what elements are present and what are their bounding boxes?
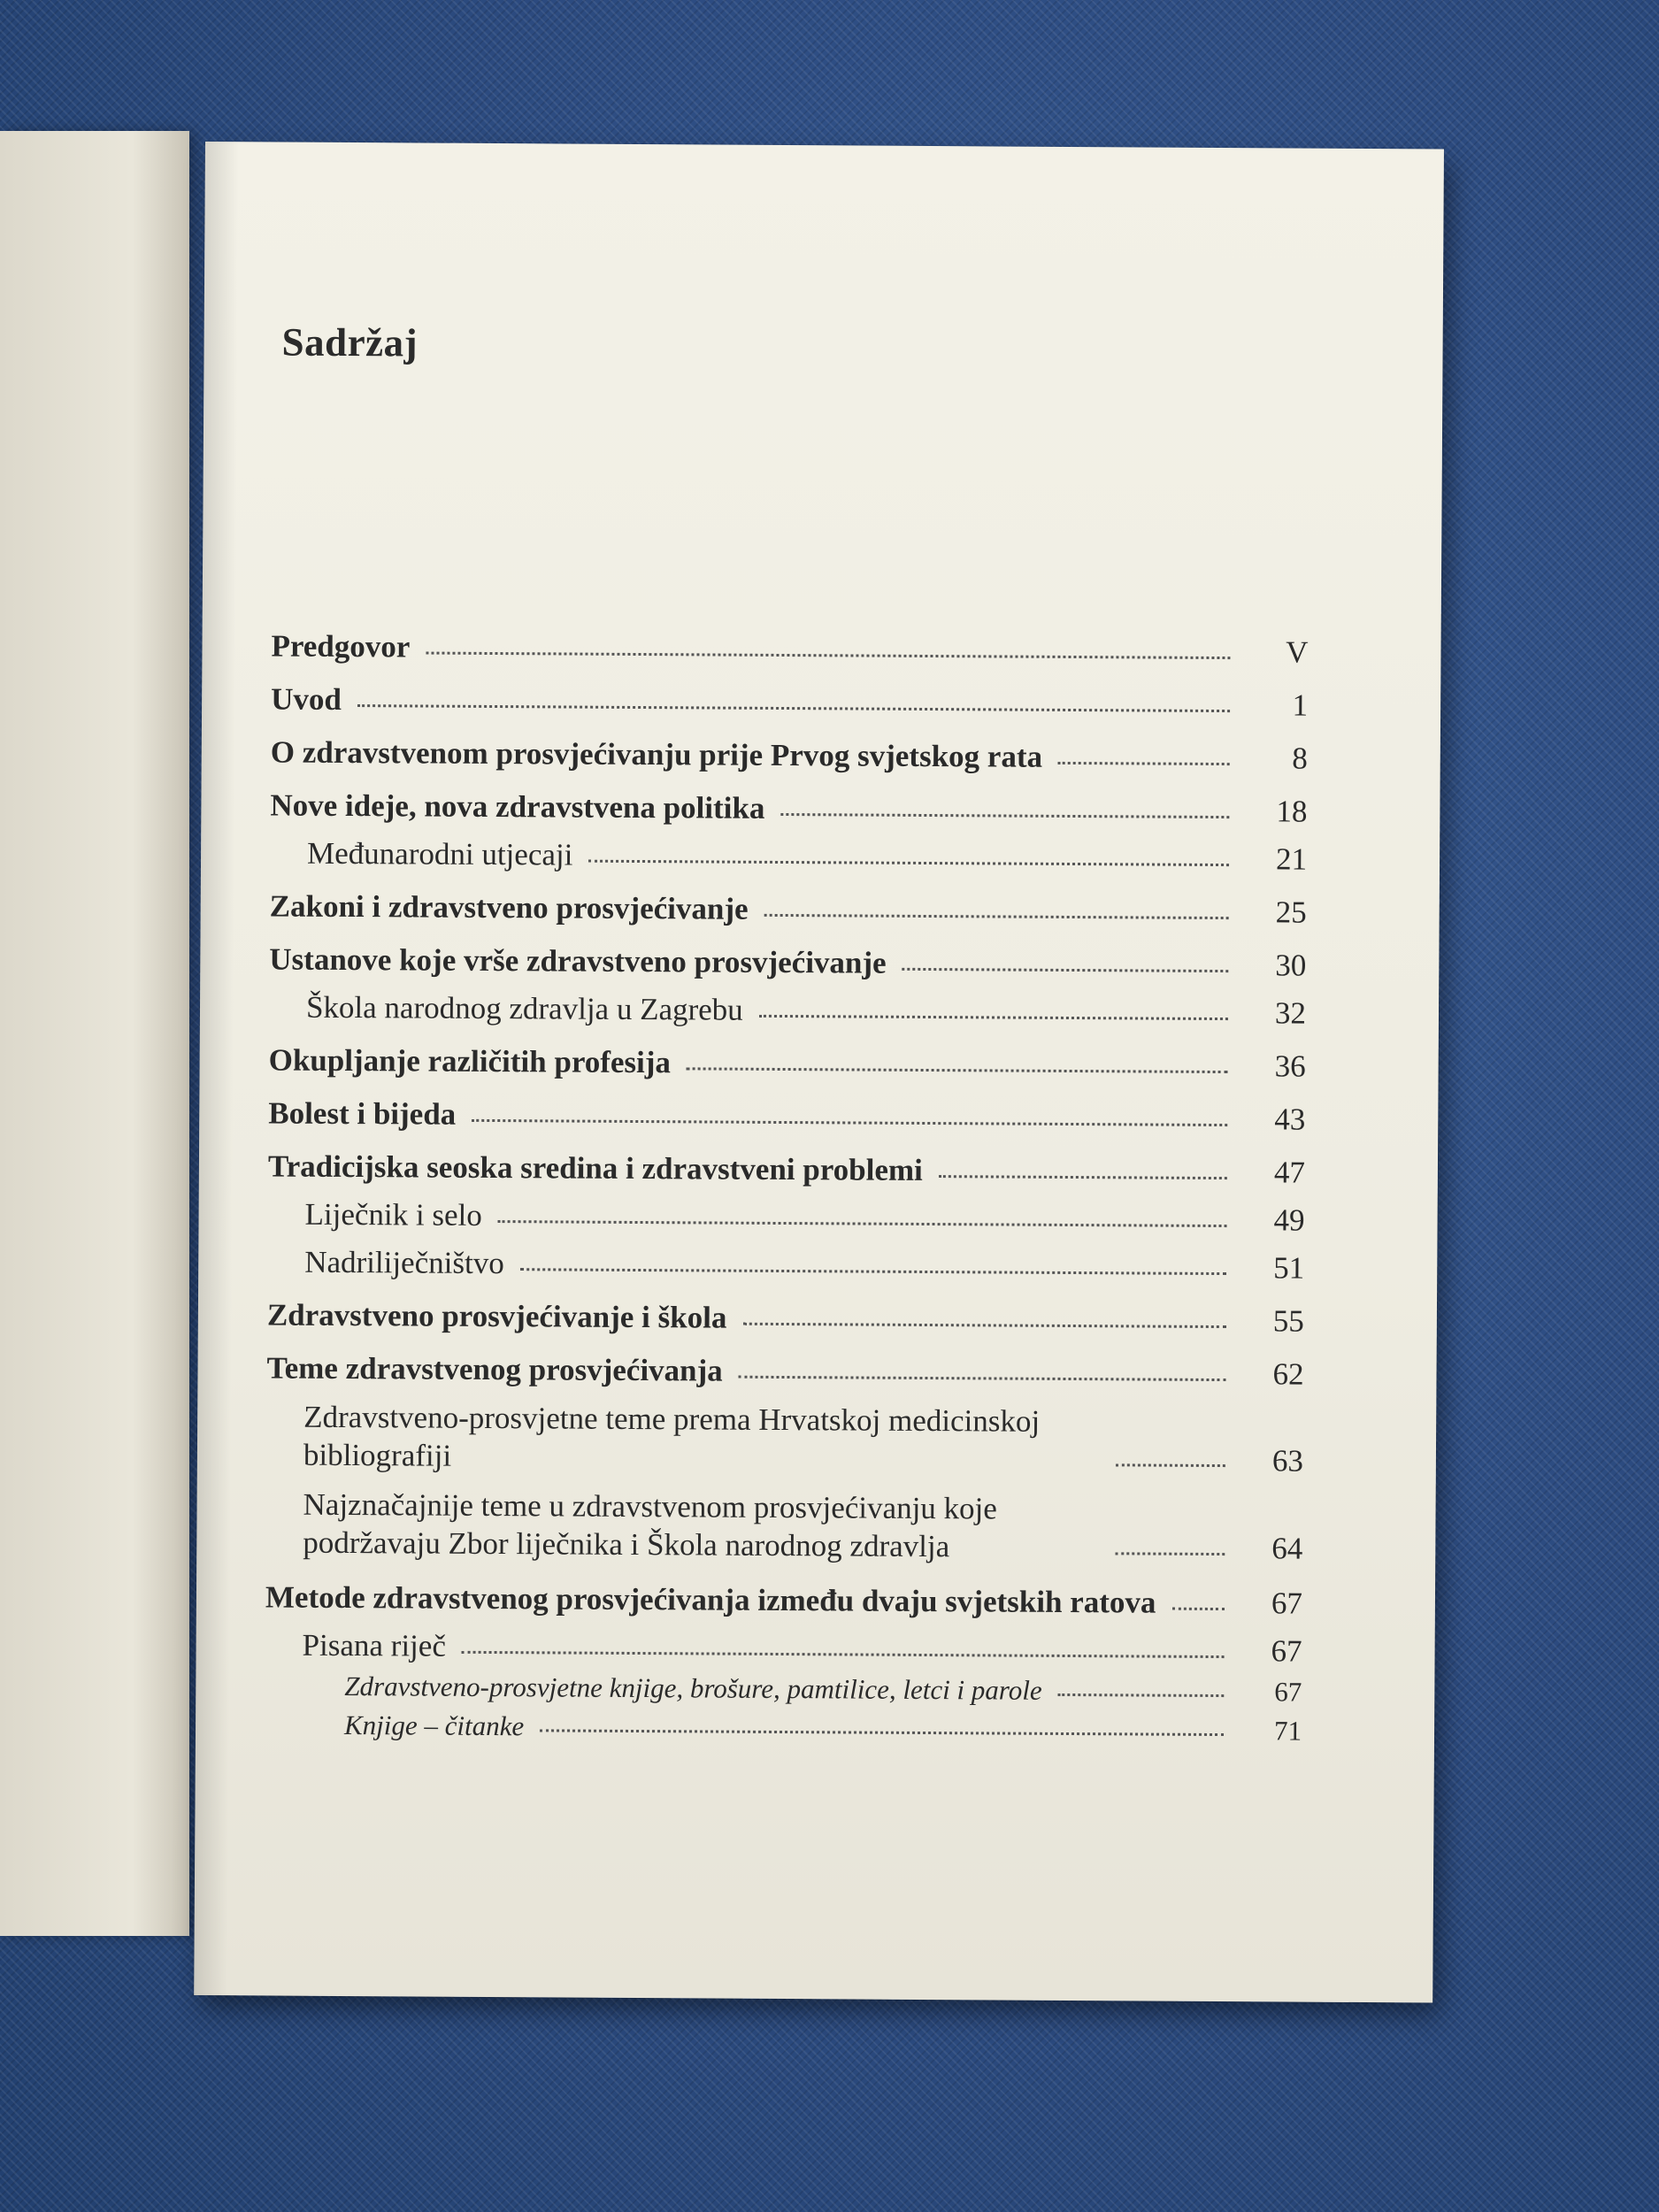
toc-entry — [266, 1398, 1303, 1480]
toc-entry — [271, 628, 1308, 670]
toc-entry — [269, 1042, 1306, 1084]
toc-entry-title: Nadriliječništvo — [304, 1244, 504, 1281]
toc-entry-title: Teme zdravstvenog prosvjećivanja — [266, 1350, 723, 1388]
dot-leader — [472, 1118, 1227, 1126]
dot-leader — [742, 1322, 1226, 1328]
dot-leader — [1058, 1693, 1225, 1697]
toc-entry-page: 62 — [1272, 1356, 1304, 1392]
toc-entry — [267, 1196, 1304, 1238]
toc-entry-title: Zdravstveno-prosvjetne knjige, brošure, pamtilice, letci i parole — [344, 1670, 1042, 1706]
dot-leader — [759, 1014, 1228, 1020]
dot-leader — [739, 1375, 1226, 1381]
toc-entry-page: 1 — [1292, 687, 1309, 723]
toc-entry-title: Zdravstveno-prosvjetne teme prema Hrvatskoj medicinskoj bibliografiji — [303, 1399, 1041, 1473]
table-of-contents — [265, 611, 1309, 1747]
toc-entry-page: 67 — [1274, 1676, 1302, 1708]
toc-heading: Sadržaj — [281, 319, 419, 365]
toc-entry-title: Nove ideje, nova zdravstvena politika — [270, 787, 765, 826]
left-page-edge — [0, 131, 189, 1936]
toc-entry-title: Liječnik i selo — [304, 1196, 482, 1233]
toc-entry-page: 18 — [1276, 794, 1308, 829]
toc-entry — [268, 1148, 1305, 1190]
toc-entry-title: Pisana riječ — [302, 1627, 447, 1663]
toc-entry — [269, 941, 1306, 983]
toc-entry-page: 47 — [1273, 1155, 1306, 1190]
toc-entry — [268, 1095, 1305, 1137]
dot-leader — [1116, 1463, 1225, 1468]
toc-entry-title: Zakoni i zdravstveno prosvjećivanje — [269, 888, 749, 926]
toc-entry — [270, 835, 1307, 877]
toc-entry — [267, 1297, 1304, 1339]
toc-entry-page: 43 — [1274, 1102, 1306, 1137]
toc-entry-title: Metode zdravstvenog prosvjećivanja između dvaju svjetskih ratova — [265, 1579, 1156, 1620]
toc-entry-page: 55 — [1272, 1303, 1304, 1339]
toc-entry-title: Tradicijska seoska sredina i zdravstveni problemi — [267, 1148, 923, 1187]
toc-entry — [265, 1486, 1302, 1569]
toc-entry-page: V — [1286, 634, 1309, 670]
book-page — [194, 142, 1444, 2003]
toc-entry — [267, 1244, 1304, 1286]
dot-leader — [357, 703, 1230, 712]
dot-leader — [1058, 761, 1230, 765]
toc-entry-page: 32 — [1274, 995, 1307, 1031]
dot-leader — [687, 1066, 1228, 1073]
dot-leader — [498, 1219, 1227, 1227]
toc-entry-title: Međunarodni utjecaji — [306, 835, 573, 872]
dot-leader — [588, 859, 1229, 866]
dot-leader — [764, 913, 1229, 919]
dot-leader — [902, 967, 1229, 972]
toc-entry — [265, 1579, 1302, 1621]
toc-entry-page: 67 — [1271, 1586, 1303, 1621]
toc-entry-page: 21 — [1275, 841, 1308, 877]
toc-entry-page: 30 — [1275, 948, 1307, 983]
toc-entry-title: Ustanove koje vrše zdravstveno prosvjećivanje — [269, 941, 887, 980]
toc-entry — [265, 1670, 1302, 1708]
toc-entry-page: 25 — [1275, 895, 1307, 930]
toc-entry — [265, 1627, 1302, 1669]
toc-entry — [266, 1350, 1303, 1392]
toc-entry — [271, 681, 1308, 723]
toc-entry-page: 8 — [1292, 741, 1308, 776]
toc-entry-title: Okupljanje različitih profesija — [268, 1042, 672, 1080]
dot-leader — [780, 812, 1229, 818]
dot-leader — [939, 1174, 1227, 1179]
toc-entry-title: Najznačajnije teme u zdravstvenom prosvjećivanju koje podržavaju Zbor liječnika i Škola narodnog zdravlja — [303, 1487, 997, 1564]
dot-leader — [520, 1267, 1226, 1275]
toc-entry-page: 71 — [1273, 1715, 1302, 1747]
dot-leader — [540, 1728, 1224, 1736]
toc-entry-page: 51 — [1273, 1250, 1305, 1286]
toc-entry-title: Knjige – čitanke — [343, 1709, 525, 1741]
toc-entry-page: 64 — [1271, 1531, 1303, 1566]
toc-entry — [270, 787, 1307, 829]
toc-entry-title: Bolest i bijeda — [268, 1095, 457, 1132]
toc-entry — [271, 734, 1308, 776]
toc-entry-page: 36 — [1274, 1048, 1306, 1084]
dot-leader — [1171, 1606, 1225, 1609]
dot-leader — [1115, 1551, 1225, 1555]
toc-entry-title: Škola narodnog zdravlja u Zagrebu — [305, 989, 743, 1027]
gutter-shadow — [194, 142, 239, 1995]
toc-entry-title: Zdravstveno prosvjećivanje i škola — [266, 1297, 727, 1335]
toc-entry — [270, 888, 1307, 930]
toc-entry-title: Uvod — [271, 681, 342, 717]
dot-leader — [426, 651, 1230, 660]
toc-entry-page: 49 — [1273, 1202, 1305, 1238]
dot-leader — [462, 1650, 1225, 1658]
toc-entry — [265, 1709, 1302, 1747]
toc-entry-page: 67 — [1271, 1633, 1302, 1669]
toc-entry — [269, 989, 1306, 1031]
toc-entry-title: Predgovor — [271, 628, 411, 664]
toc-entry-page: 63 — [1271, 1443, 1304, 1479]
toc-entry-title: O zdravstvenom prosvjećivanju prije Prvog svjetskog rata — [270, 734, 1043, 774]
